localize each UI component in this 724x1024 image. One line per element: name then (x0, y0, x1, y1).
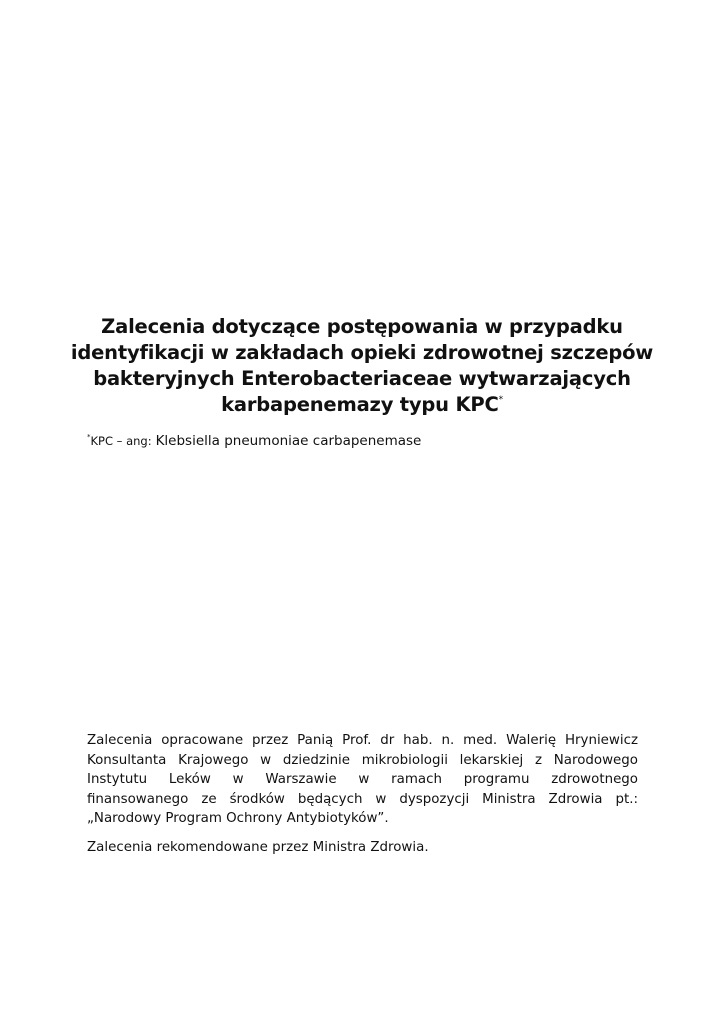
authorship-paragraph (87, 731, 638, 829)
title-line: Zalecenia dotyczące postępowania w przypadku (101, 315, 623, 338)
title-footnote-mark: * (498, 395, 503, 405)
paragraph-line: Instytutu Leków w Warszawie w ramach programu zdrowotnego (87, 772, 638, 787)
paragraph-line: finansowanego ze środków będących w dyspozycji Ministra Zdrowia pt.: (87, 791, 638, 807)
recommendation-text: Zalecenia rekomendowane przez Ministra Zdrowia. (87, 840, 429, 855)
paragraph-line: Konsultanta Krajowego w dziedzinie mikrobiologii lekarskiej z Narodowego (87, 752, 638, 768)
footnote-abbreviation: KPC – ang: (90, 434, 152, 448)
footnote-mark: * (87, 433, 91, 441)
footnote-expansion: Klebsiella pneumoniae carbapenemase (155, 433, 422, 449)
title-line-last (60, 392, 664, 418)
title-line-text: karbapenemazy typu KPC (221, 393, 499, 416)
paragraph-line: Zalecenia opracowane przez Panią Prof. dr hab. n. med. Walerię Hryniewicz (87, 733, 638, 748)
footnote (87, 432, 647, 450)
paragraph-line: „Narodowy Program Ochrony Antybiotyków”. (87, 811, 389, 826)
document-title (60, 314, 664, 418)
title-line: identyfikacji w zakładach opieki zdrowotnej szczepów (70, 341, 654, 364)
title-line: bakteryjnych Enterobacteriaceae wytwarzających (93, 367, 631, 390)
